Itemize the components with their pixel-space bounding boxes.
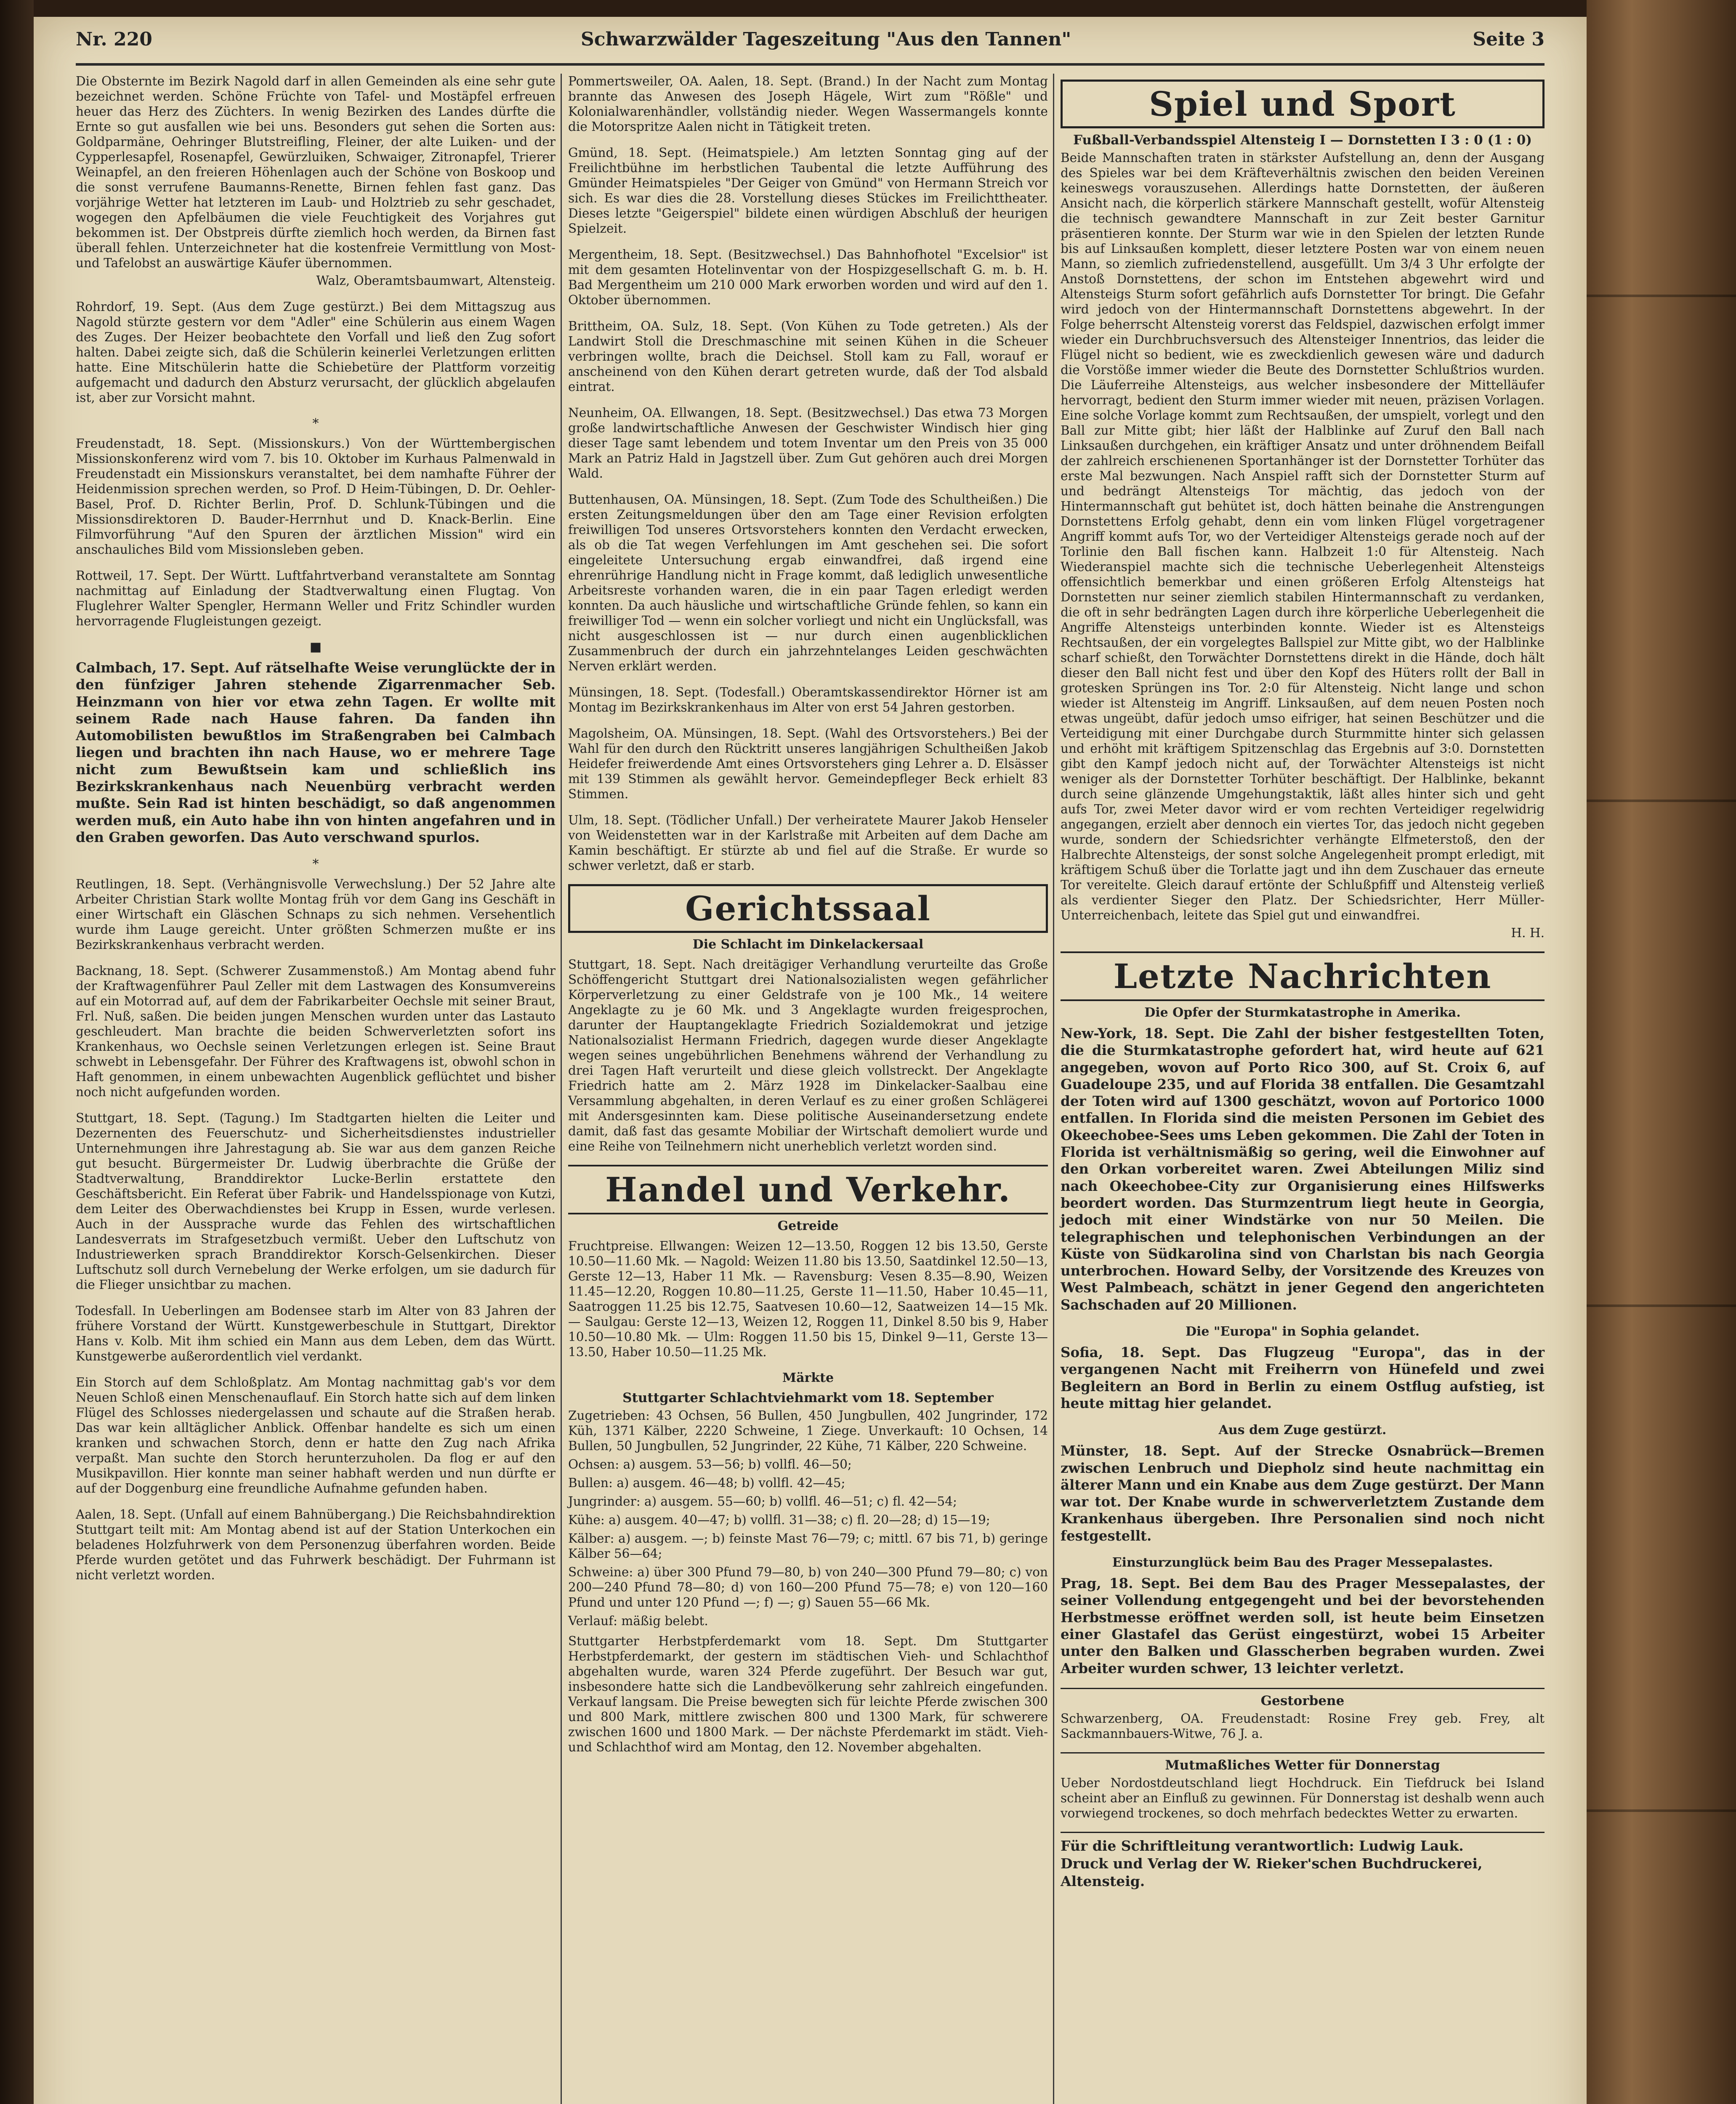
price-line: Bullen: a) ausgem. 46—48; b) vollfl. 42—45; xyxy=(568,1476,845,1490)
newspaper-title: Schwarzwälder Tageszeitung "Aus den Tannen" xyxy=(581,29,1071,50)
article-pommertsweiler: Pommertsweiler, OA. Aalen, 18. Sept. (Brand.) In der Nacht zum Montag brannte das Anwesen des Joseph Hägele, Wirt zum "Rößle" und Kolonialwarenhändler, vollständig nieder. Wegen Wassermangels konnte die Motorspritze Aalen nicht in Tätigkeit treten. xyxy=(568,74,1048,134)
sport-match-heading: Fußball-Verbandsspiel Altensteig I — Dornstetten I 3 : 0 (1 : 0) xyxy=(1073,133,1532,148)
article-ulm: Ulm, 18. Sept. (Tödlicher Unfall.) Der verheiratete Maurer Jakob Henseler von Weidenstetten war in der Karlstraße mit Arbeiten auf dem Dache am Kamin beschäftigt. Er stürzte ab und fiel auf die Straße. Er wurde so schwer verletzt, daß er starb. xyxy=(568,813,1048,873)
article-todesfall: Todesfall. In Ueberlingen am Bodensee starb im Alter von 83 Jahren der frühere Vorstand der Württ. Kunstgewerbeschule in Stuttgart, Direktor Hans v. Kolb. Mit ihm schied ein Mann aus dem Leben, dem das Württ. Kunstgewerbe außerordentlich viel verdankt. xyxy=(76,1304,556,1364)
article-buttenhausen: Buttenhausen, OA. Münsingen, 18. Sept. (Zum Tode des Schultheißen.) Die ersten Zeitungsmeldungen über den am Tage einer Revision erfolgten freiwilligen Tod unseres Ortsvorstehers konnten den Verdacht erwecken, als ob die Tat wegen Verfehlungen im Amt geschehen sei. Die sofort eingeleitete Untersuchung ergab einwandfrei, daß irgend eine ehrenrührige Handlung nicht in Frage kommt, daß lediglich unwesentliche Arbeitsreste vorhanden waren, die in ein paar Tagen erledigt werden konnten. Da auch häusliche und wirtschaftliche Gründe fehlen, so kann ein freiwilliger Tod — wenn ein solcher vorliegt und nicht ein Unglücksfall, was nicht ausgeschlossen ist — nur durch einen augenblicklichen Zusammenbruch der durch ein jahrzehntelanges Leiden geschwächten Nerven erklärt werden. xyxy=(568,492,1048,673)
separator-star: * xyxy=(312,416,319,431)
issue-number: Nr. 220 xyxy=(76,29,152,50)
price-line: Ochsen: a) ausgem. 53—56; b) vollfl. 46—50; xyxy=(568,1457,852,1472)
section-heading-gerichtssaal: Gerichtssaal xyxy=(568,884,1048,933)
article-signature: H. H. xyxy=(1511,926,1545,940)
article-backnang: Backnang, 18. Sept. (Schwerer Zusammenstoß.) Am Montag abend fuhr der Kraftwagenführer Paul Zeller mit dem Lastwagen des Konsumvereins auf ein Motorrad auf, auf dem der Fabrikarbeiter Oechsle mit seiner Braut, Frl. Nuß, saßen. Die beiden jungen Menschen wurden unter das Lastauto geschleudert. Man brachte die beiden Schwerverletzten sofort ins Krankenhaus, wo Oechsle seinen Verletzungen erlegen ist. Seine Braut schwebt in Lebensgefahr. Der Führer des Kraftwagens ist, obwohl schon in Haft genommen, in einem unbewachten Augenblick geflüchtet und bisher noch nicht aufgefunden worden. xyxy=(76,964,556,1100)
article-neunheim: Neunheim, OA. Ellwangen, 18. Sept. (Besitzwechsel.) Das etwa 73 Morgen große landwirtschaftliche Anwesen der Geschwister Windisch hier ging dieser Tage samt lebendem und totem Inventar um den Preis von 35 000 Mark an Patriz Hald in Jagstzell über. Zum Gut gehören auch drei Morgen Wald. xyxy=(568,406,1048,481)
schlachtvieh-heading: Stuttgarter Schlachtviehmarkt vom 18. September xyxy=(622,1390,994,1405)
article-new-york: New-York, 18. Sept. Die Zahl der bisher festgestellten Toten, die die Sturmkatastrophe gefordert hat, wird heute auf 621 angegeben, wovon auf Porto Rico 300, auf St. Croix 6, auf Guadeloupe 235, und auf Florida 38 entfallen. Die Gesamtzahl der Toten wird auf 1300 geschätzt, wovon auf Portorico 1000 entfallen. In Florida sind die meisten Personen im Gebiet des Okeechobee-Sees ums Leben gekommen. Die Zahl der Toten in Florida ist verhältnismäßig so gering, weil die Einwohner auf den Orkan vorbereitet waren. Zwei Abteilungen Miliz sind nach Okeechobee-City zur Organisierung eines Hilfswerks beordert worden. Das Sturmzentrum liegt heute in Georgia, jedoch mit einer Windstärke von nur 50 Meilen. Die telegraphischen und telephonischen Verbindungen an der Küste von Südkarolina sind von Charlstan bis nach Georgia unterbrochen. Howard Selby, der Vorsitzende des Kreuzes von West Palmbeach, schätzt in jener Gegend den angerichteten Sachschaden auf 20 Millionen. xyxy=(1061,1025,1545,1313)
article-sofia: Sofia, 18. Sept. Das Flugzeug "Europa", das in der vergangenen Nacht mit Freiherrn von Hünefeld und zwei Begleitern an Bord in Berlin zu einem Ostflug aufstieg, ist heute mittag hier gelandet. xyxy=(1061,1344,1545,1411)
article-gericht: Stuttgart, 18. Sept. Nach dreitägiger Verhandlung verurteilte das Große Schöffengericht Stuttgart drei Nationalsozialisten wegen gefährlicher Körperverletzung zu einer Geldstrafe von je 100 Mk., 14 weitere Angeklagte zu je 60 Mk. und 3 Angeklagte wurden freigesprochen, darunter der Hauptangeklagte Friedrich Sozialdemokrat und jetzige Nationalsozialist Hermann Friedrich, dagegen wurde dieser Angeklagte wegen seines ungebührlichen Benehmens während der Verhandlung zu drei Tagen Haft verurteilt und diese gleich vollstreckt. Der Angeklagte Friedrich hatte am 2. März 1928 im Dinkelacker-Saalbau eine Versammlung abgehalten, in deren Verlauf es zu einer großen Schlägerei mit Andersgesinnten kam. Diese politische Auseinandersetzung endete damit, daß fast das gesamte Mobiliar der Wirtschaft demoliert wurde und eine Reihe von Teilnehmern nicht unerheblich verletzt worden sind. xyxy=(568,957,1048,1153)
article-reutlingen: Reutlingen, 18. Sept. (Verhängnisvolle Verwechslung.) Der 52 Jahre alte Arbeiter Christian Stark wollte Montag früh vor dem Gang ins Geschäft in einer Wirtschaft ein Gläschen Schnaps zu sich nehmen. Versehentlich wurde ihm Lauge gereicht. Unter größten Schmerzen mußte er ins Bezirkskrankenhaus verbracht werden. xyxy=(76,877,556,952)
article-aalen: Aalen, 18. Sept. (Unfall auf einem Bahnübergang.) Die Reichsbahndirektion Stuttgart teilt mit: Am Montag abend ist auf der Station Unterkochen ein beladenes Holzfuhrwerk von dem Personenzug überfahren worden. Beide Pferde wurden getötet und das Fuhrwerk beschädigt. Der Fuhrmann ist nicht verletzt worden. xyxy=(76,1507,556,1583)
separator-star: * xyxy=(312,857,319,872)
divider xyxy=(1061,1688,1545,1689)
column-divider xyxy=(561,74,562,2104)
schlachtvieh-text: Zugetrieben: 43 Ochsen, 56 Bullen, 450 Jungbullen, 402 Jungrinder, 172 Küh, 1371 Kälber, 2220 Schweine, 1 Ziege. Unverkauft: 10 Ochsen, 14 Bullen, 50 Jungbullen, 52 Jungrinder, 22 Kühe, 71 Kälber, 220 Schweine. xyxy=(568,1408,1048,1453)
imprint-editor: Für die Schriftleitung verantwortlich: Ludwig Lauk. xyxy=(1061,1837,1464,1854)
article-stuttgart-tagung: Stuttgart, 18. Sept. (Tagung.) Im Stadtgarten hielten die Leiter und Dezernenten des Feuerschutz- und Sicherheitsdienstes industrieller Unternehmungen ihre Jahrestagung ab. Sie war aus dem ganzen Reiche gut besucht. Bürgermeister Dr. Ludwig überbrachte die Grüße der Stadtverwaltung, Branddirektor Lucke-Berlin erstattete den Geschäftsbericht. Ein Referat über Fabrik- und Handelsspionage von Kutzi, dem Leiter des Oberwachdienstes bei Krupp in Essen, wurde verlesen. Auch in der Aussprache wurde das Fehlen des wirtschaftlichen Landesverrats im Strafgesetzbuch vermißt. Ueber den Luftschutz von Industriewerken sprach Branddirektor Korsch-Gelsenkirchen. Dieser Luftschutz soll durch Vernebelung der Werke erfolgen, um sie dadurch für die Flieger unsichtbar zu machen. xyxy=(76,1111,556,1292)
gestorbene-text: Schwarzenberg, OA. Freudenstadt: Rosine Frey geb. Frey, alt Sackmannbauers-Witwe, 76 J. a. xyxy=(1061,1711,1545,1741)
article-magolsheim: Magolsheim, OA. Münsingen, 18. Sept. (Wahl des Ortsvorstehers.) Bei der Wahl für den durch den Rücktritt unseres langjährigen Schultheißen Jakob Heidefer freiwerdende Amt eines Ortsvorstehers ging Lehrer a. D. Elsässer mit 139 Stimmen als gewählt hervor. Gemeindepfleger Beck erhielt 83 Stimmen. xyxy=(568,726,1048,801)
article-signature: Walz, Oberamtsbaumwart, Altensteig. xyxy=(316,274,556,288)
article-obsternte: Die Obsternte im Bezirk Nagold darf in allen Gemeinden als eine sehr gute bezeichnet werden. Schöne Früchte von Tafel- und Mostäpfel erfreuen heuer das Herz des Züchters. In wenig Bezirken des Landes dürfte die Ernte so gut ausfallen wie bei uns. Besonders gut sehen die Sorten aus: Goldparmäne, Oehringer Blutstreifling, Fleiner, der alte Luiken- und der Cypperlesapfel, Rosenapfel, Gewürzluiken, Schwaiger, Zitronapfel, Trierer Weinapfel, an den freieren Höhenlagen auch der Schöne von Boskoop und die sonst verrufene Baumanns-Renette, Birnen fehlen fast ganz. Das vorjährige Wetter hat letzteren im Laub- und Holztrieb zu sehr geschadet, wogegen den Apfelbäumen die viele Feuchtigkeit des Vorjahres gut bekommen ist. Der Obstpreis dürfte ziemlich hoch werden, da Birnen fast überall fehlen. Unterzeichneter hat die kostenfreie Vermittlung von Most- und Tafelobst an auswärtige Käufer übernommen. xyxy=(76,74,556,270)
left-binding-edge xyxy=(0,0,34,2104)
gestorbene-heading: Gestorbene xyxy=(1260,1693,1345,1708)
column-1 xyxy=(76,74,556,1594)
price-line: Schweine: a) über 300 Pfund 79—80, b) von 240—300 Pfund 79—80; c) von 200—240 Pfund 78—80; d) von 160—200 Pfund 75—78; e) von 120—160 Pfund und unter 120 Pfund —; f) —; g) Sauen 55—66 Mk. xyxy=(568,1565,1048,1610)
newspaper-page xyxy=(34,17,1587,2104)
article-rottweil: Rottweil, 17. Sept. Der Württ. Luftfahrtverband veranstaltete am Sonntag nachmittag auf Einladung der Stadtverwaltung einen Flugtag. Von Fluglehrer Walter Spengler, Hermann Weller und Fritz Schindler wurden hervorragende Flugleistungen gezeigt. xyxy=(76,569,556,628)
section-heading-sport: Spiel und Sport xyxy=(1061,80,1545,128)
article-fussball: Beide Mannschaften traten in stärkster Aufstellung an, denn der Ausgang des Spieles war bei dem Kräfteverhältnis zwischen den beiden Vereinen keineswegs vorauszusehen. Allerdings hatte Dornstetten, der äußeren Ansicht nach, die körperlich stärkere Mannschaft gestellt, wofür Altensteig die technisch gewandtere Mannschaft in zur Zeit bester Garnitur präsentieren konnte. Der Sturm war wie in den Spielen der letzten Runde bis auf Linksaußen komplett, dieser letztere Posten war von einem neuen Mann, so ziemlich zufriedenstellend, ausgefüllt. Um 3/4 3 Uhr erfolgte der Anstoß Dornstettens, der schon im Entstehen abgewehrt wird und Altensteigs Sturm sofort gefährlich aufs Dornstetter Tor bringt. Die Gefahr wird jedoch von der Hintermannschaft Dornstettens abgewehrt. In der Folge beherrscht Altensteig vorerst das Feldspiel, dazwischen erfolgt immer wieder ein Durchbruchsversuch des Altensteiger Innentrios, das leider die Flügel nicht so bedient, wie es zweckdienlich gewesen wäre und dadurch die Vorstöße immer wieder die Beute des Dornstetter Schlußtrios wurden. Die Läuferreihe Altensteigs, aus welcher insbesondere der Mittelläufer hervorragt, bedient den Sturm immer wieder mit neuen, präzisen Vorlagen. Eine solche Vorlage kommt zum Rechtsaußen, der umspielt, vorlegt und den Ball zur Mitte gibt; hier läßt der Halblinke auf Zuruf den Ball nach Linksaußen durchgehen, ein kräftiger Ansatz und unter dröhnendem Beifall der zahlreich erschienenen Sportanhänger ist der Dornstetter Torhüter das erste Mal bezwungen. Nach Anspiel rafft sich der Dornstetter Sturm auf und bedrängt Altensteigs Tor mächtig, das jedoch von der Hintermannschaft gut behütet ist, doch hätten beinahe die Anstrengungen Dornstettens Erfolg gehabt, denn ein vom linken Flügel vorgetragener Angriff kommt aufs Tor, wo der Verteidiger Altensteigs gerade noch auf der Torlinie den Ball fischen kann. Halbzeit 1:0 für Altensteig. Nach Wiederanspiel machte sich die technische Ueberlegenheit Altensteigs offensichtlich bemerkbar und einen größeren Erfolg Altensteigs hat Dornstetten nur seiner ziemlich stabilen Hintermannschaft zu verdanken, die oft in sehr bedrängten Lagen durch ihre körperliche Ueberlegenheit die Angriffe Altensteigs unterbinden konnte. Wieder ist es Altensteigs Rechtsaußen, der ein vorgelegtes Ballspiel zur Mitte gibt, wo der Halblinke scharf schießt, den Torwächter Dornstettens direkt in die Hände, doch hält dieser den Ball nicht fest und über den Kopf des Hüters rollt der Ball in grotesken Sprüngen ins Tor. 2:0 für Altensteig. Nicht lange und schon wieder ist Altensteig im Angriff. Linksaußen, auf dem neuen Posten noch etwas ungeübt, dafür jedoch umso eifriger, hat seinen Beschützer und die Verteidigung mit einer Durchgabe durch Sturmmitte hinter sich gelassen und erhöht mit kräftigem Spitzenschlag das Ergebnis auf 3:0. Dornstetten gibt den Kampf jedoch nicht auf, der Torwächter Altensteigs ist nicht weniger als der Dornstetter Torhüter beschäftigt. Der Halblinke, bekannt durch seine glänzende Umgehungstaktik, läßt alles hinter sich und geht aufs Tor, zwei Meter davor wird er vom rechten Verteidiger regelwidrig angegangen, erzielt aber dennoch ein viertes Tor, das jedoch nicht gegeben wurde, sondern der Schiedsrichter verhängte Elfmeterstoß, den der Halbrechte Altensteigs, der sonst solche Angelegenheit prompt erledigt, mit kräftigem Schuß über die Torlatte jagt und ihn dem Zuschauer das erneute Tor vereitelte. Gleich darauf ertönte der Schlußpfiff und Altensteig verließ als verdienter Sieger den Platz. Der Schiedsrichter, Herr Müller-Unterreichenbach, leitete das Spiel gut und einwandfrei. xyxy=(1061,151,1545,922)
divider xyxy=(1061,1752,1545,1753)
article-pferdemarkt: Stuttgarter Herbstpferdemarkt vom 18. Sept. Dm Stuttgarter Herbstpferdemarkt, der gestern im städtischen Vieh- und Schlachthof abgehalten wurde, waren 324 Pferde zugeführt. Der Besuch war gut, insbesondere hatte sich die Landbevölkerung sehr zahlreich eingefunden. Verkauf langsam. Die Preise bewegten sich für leichte Pferde zwischen 300 und 800 Mark, mittlere zwischen 800 und 1300 Mark, für schwerere zwischen 1600 und 1800 Mark. — Der nächste Pferdemarkt im städt. Vieh- und Schlachthof wird am Montag, den 12. November abgehalten. xyxy=(568,1634,1048,1754)
imprint-publisher: Druck und Verlag der W. Rieker'schen Buchdruckerei, Altensteig. xyxy=(1061,1855,1483,1889)
article-gmuend: Gmünd, 18. Sept. (Heimatspiele.) Am letzten Sonntag ging auf der Freilichtbühne im herbstlichen Taubental die letzte Aufführung des Gmünder Heimatspieles "Der Geiger von Gmünd" von Hermann Streich vor sich. Es war dies die 28. Vorstellung dieses Stückes im Freilichttheater. Dieses letzte "Geigerspiel" bildete einen würdigen Abschluß der heurigen Spielzeit. xyxy=(568,146,1048,236)
page-number: Seite 3 xyxy=(1473,29,1545,50)
article-prag: Prag, 18. Sept. Bei dem Bau des Prager Messepalastes, der seiner Vollendung entgegengeht und bei der bevorstehenden Herbstmesse eröffnet werden soll, ist heute beim Einsetzen einer Glastafel das Gerüst eingestürzt, wobei 15 Arbeiter unter den Balken und Glasscherben begraben wurden. Zwei Arbeiter wurden schwer, 13 leichter verletzt. xyxy=(1061,1575,1545,1676)
article-storch: Ein Storch auf dem Schloßplatz. Am Montag nachmittag gab's vor dem Neuen Schloß einen Menschenauflauf. Ein Storch hatte sich auf dem linken Flügel des Schlosses niedergelassen und schaute auf die Straßen herab. Das war kein alltäglicher Anblick. Offenbar handelte es sich um einen kranken und schwachen Storch, denn er hatte den Zug nach Afrika verpaßt. Man suchte den Storch herunterzuholen. Da flog er auf den Musikpavillon. Hier konnte man seiner habhaft werden und nun dürfte er auf der Doggenburg eine freundliche Aufnahme gefunden haben. xyxy=(76,1375,556,1496)
article-muensingen: Münsingen, 18. Sept. (Todesfall.) Oberamtskassendirektor Hörner ist am Montag im Bezirkskrankenhaus im Alter von erst 54 Jahren gestorben. xyxy=(568,685,1048,715)
header-rule xyxy=(76,63,1545,66)
subheading-europa: Die "Europa" in Sophia gelandet. xyxy=(1185,1324,1420,1339)
divider xyxy=(1061,1832,1545,1833)
subheading-dinkelackersaal: Die Schlacht im Dinkelackersaal xyxy=(692,937,924,952)
article-freudenstadt: Freudenstadt, 18. Sept. (Missionskurs.) Von der Württembergischen Missionskonferenz wird vom 7. bis 10. Oktober im Kurhaus Palmenwald in Freudenstadt ein Missionskurs veranstaltet, bei dem namhafte Führer der Heidenmission sprechen werden, so Prof. D Heim-Tübingen, D. Dr. Oehler-Basel, Prof. D. Richter Berlin, Prof. D. Schlunk-Tübingen und die Missionsdirektoren D. Bauder-Herrnhut und D. Knack-Berlin. Eine Filmvorführung "Auf den Spuren der ärztlichen Mission" wird ein anschauliches Bild vom Missionsleben geben. xyxy=(76,436,556,557)
page-header xyxy=(76,25,1545,59)
subheading-prag: Einsturzunglück beim Bau des Prager Messepalastes. xyxy=(1112,1555,1493,1570)
article-rohrdorf: Rohrdorf, 19. Sept. (Aus dem Zuge gestürzt.) Bei dem Mittagszug aus Nagold stürzte gestern vor dem "Adler" eine Schülerin aus einem Wagen des Zuges. Der Heizer beobachtete den Vorfall und ließ den Zug sofort halten. Dabei zeigte sich, daß die Schülerin keinerlei Verletzungen erlitten hatte. Eine Mitschülerin hatte die Schiebetüre der Plattform vorzeitig aufgemacht und dadurch den Absturz verursacht, der glücklich abgelaufen ist, aber zur Vorsicht mahnt. xyxy=(76,300,556,405)
wetter-text: Ueber Nordostdeutschland liegt Hochdruck. Ein Tiefdruck bei Island scheint aber an Einfluß zu gewinnen. Für Donnerstag ist deshalb wenn auch vorwiegend trockenes, so doch mehrfach bedecktes Wetter zu erwarten. xyxy=(1061,1775,1545,1820)
price-line: Kälber: a) ausgem. —; b) feinste Mast 76—79; c; mittl. 67 bis 71, b) geringe Kälber 56—64; xyxy=(568,1531,1048,1561)
subheading-sturmkatastrophe: Die Opfer der Sturmkatastrophe in Amerika. xyxy=(1144,1005,1461,1020)
separator-star: ■ xyxy=(309,640,322,654)
price-line: Verlauf: mäßig belebt. xyxy=(568,1614,708,1628)
article-muenster: Münster, 18. Sept. Auf der Strecke Osnabrück—Bremen zwischen Lenbruch und Diepholz sind heute nachmittag ein älterer Mann und ein Knabe aus dem Zuge gestürzt. Der Mann war tot. Der Knabe wurde in schwerverletztem Zustande dem Krankenhaus übergeben. Ihre Personalien sind noch nicht festgestellt. xyxy=(1061,1443,1545,1544)
article-mergentheim: Mergentheim, 18. Sept. (Besitzwechsel.) Das Bahnhofhotel "Excelsior" ist mit dem gesamten Hotelinventar von der Hospizgesellschaft G. m. b. H. Bad Mergentheim um 210 000 Mark erworben worden und wird auf den 1. Oktober übernommen. xyxy=(568,247,1048,307)
column-2 xyxy=(568,74,1048,1766)
section-heading-nachrichten: Letzte Nachrichten xyxy=(1061,951,1545,1001)
article-calmbach: Calmbach, 17. Sept. Auf rätselhafte Weise verunglückte der in den fünfziger Jahren stehende Zigarrenmacher Seb. Heinzmann von hier vor etwa zehn Tagen. Er wollte mit seinem Rade nach Hause fahren. Da fanden ihn Automobilisten bewußtlos im Straßengraben bei Calmbach liegen und brachten ihn nach Hause, wo er mehrere Tage nicht zum Bewußtsein kam und schließlich ins Bezirkskrankenhaus nach Neuenbürg verbracht werden mußte. Sein Rad ist hinten beschädigt, so daß angenommen werden muß, ein Auto habe ihn von hinten angefahren und in den Graben geworfen. Das Auto verschwand spurlos. xyxy=(76,659,556,845)
subheading-maerkte: Märkte xyxy=(782,1371,834,1385)
price-line: Kühe: a) ausgem. 40—47; b) vollfl. 31—38; c) fl. 20—28; d) 15—19; xyxy=(568,1513,990,1527)
price-line: Jungrinder: a) ausgem. 55—60; b) vollfl. 46—51; c) fl. 42—54; xyxy=(568,1494,957,1509)
column-divider xyxy=(1053,74,1054,2104)
article-fruchtpreise: Fruchtpreise. Ellwangen: Weizen 12—13.50, Roggen 12 bis 13.50, Gerste 10.50—11.60 Mk. — Nagold: Weizen 11.80 bis 13.50, Saatdinkel 12.50—13, Gerste 12—13, Haber 11 Mk. — Ravensburg: Vesen 8.35—8.90, Weizen 11.45—12.20, Roggen 10.80—11.25, Gerste 11—11.50, Haber 10.45—11, Saatroggen 11.25 bis 12.75, Saatvesen 10.60—12, Saatweizen 14—15 Mk. — Saulgau: Gerste 12—13, Weizen 12, Roggen 11, Dinkel 8.50 bis 9, Haber 10.50—10.80 Mk. — Ulm: Roggen 11.50 bis 15, Dinkel 9—11, Gerste 13—13.50, Haber 10.50—11.25 Mk. xyxy=(568,1239,1048,1359)
book-binding xyxy=(1587,0,1736,2104)
column-3 xyxy=(1061,74,1545,1890)
subheading-getreide: Getreide xyxy=(777,1219,839,1233)
article-brittheim: Brittheim, OA. Sulz, 18. Sept. (Von Kühen zu Tode getreten.) Als der Landwirt Stoll die Dreschmaschine mit seinen Kühen in die Scheuer verbringen wollte, brach die Deichsel. Stoll kam zu Fall, worauf er anscheinend von den Kühen derart getreten wurde, daß der Tod alsbald eintrat. xyxy=(568,319,1048,394)
wetter-heading: Mutmaßliches Wetter für Donnerstag xyxy=(1165,1757,1440,1773)
section-heading-handel: Handel und Verkehr. xyxy=(568,1165,1048,1214)
subheading-zug: Aus dem Zuge gestürzt. xyxy=(1218,1423,1387,1438)
